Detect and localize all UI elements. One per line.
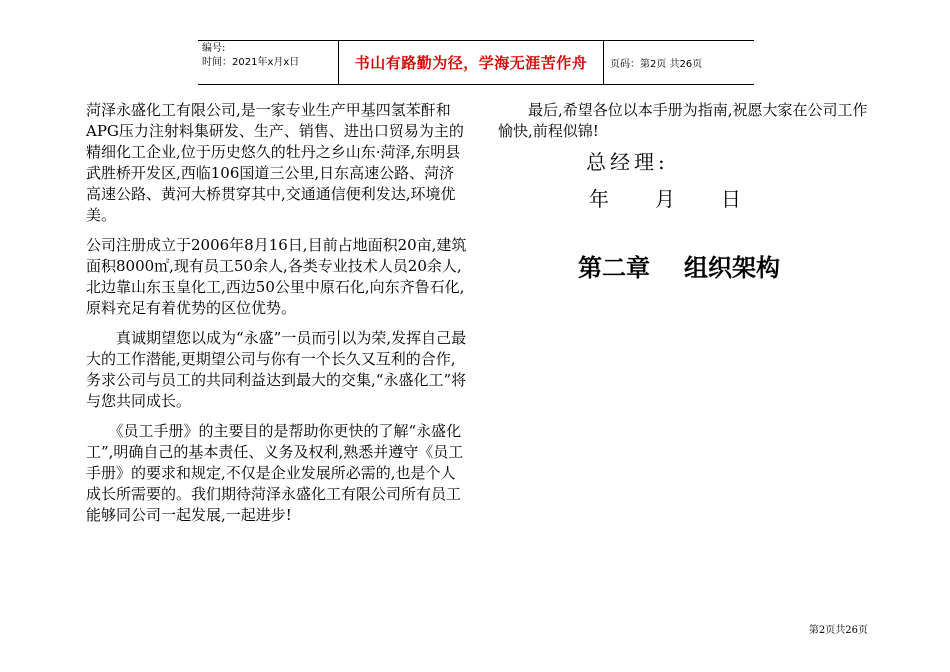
paragraph-handbook-purpose: 《员工手册》的主要目的是帮助你更快的了解“永盛化工”,明确自己的基本责任、义务及权利,熟悉并遵守《员工手册》的要求和规定,不仅是企业发展所必需的,也是个人成长所需要的。我们期待菏泽永盛化工有限公司所有员工能够同公司一起发展,一起进步! (86, 422, 464, 524)
chapter-number: 第二章 (578, 254, 650, 282)
page-header (198, 40, 754, 85)
time-label: 时间：2021年x月x日 (202, 57, 300, 68)
number-label: 编号: (202, 43, 226, 54)
paragraph-company-intro: 菏泽永盛化工有限公司,是一家专业生产甲基四氢苯酐和APG压力注射料集研发、生产、销售、进出口贸易为主的精细化工企业,位于历史悠久的牡丹之乡山东·菏泽,东明县武胜桥开发区,西临106国道三公里,日东高速公路、菏济高速公路、黄河大桥贯穿其中,交通通信便利发达,环境优美。 (86, 101, 464, 224)
signature-date (589, 183, 741, 212)
date-year: 年 (589, 187, 609, 211)
paragraph-expectation: 真诚期望您以成为“永盛”一员而引以为荣,发挥自己最大的工作潜能,更期望公司与你有一个长久又互利的合作,务求公司与员工的共同利益达到最大的交集,“永盛化工”将与您共同成长。 (86, 329, 467, 410)
general-manager-label: 总经理: (586, 150, 669, 174)
date-day: 日 (721, 187, 741, 211)
chapter-title: 组织架构 (684, 254, 780, 282)
right-column (498, 100, 878, 142)
paragraph-closing: 最后,希望各位以本手册为指南,祝愿大家在公司工作愉快,前程似锦! (498, 101, 868, 140)
date-month: 月 (655, 187, 675, 211)
left-column (86, 100, 468, 535)
header-page-code: 页码：第2页 共26页 (610, 59, 703, 70)
header-info-cell (198, 41, 338, 84)
paragraph-company-facts: 公司注册成立于2006年8月16日,目前占地面积20亩,建筑面积8000㎡,现有员工50余人,各类专业技术人员20余人,北边靠山东玉皇化工,西边50公里中原石化,向东齐鲁石化,原料充足有着优势的区位优势。 (86, 236, 467, 317)
header-motto: 书山有路勤为径，学海无涯苦作舟 (338, 41, 604, 84)
page-footer: 第2页共26页 (808, 625, 868, 636)
chapter-heading (578, 248, 780, 283)
